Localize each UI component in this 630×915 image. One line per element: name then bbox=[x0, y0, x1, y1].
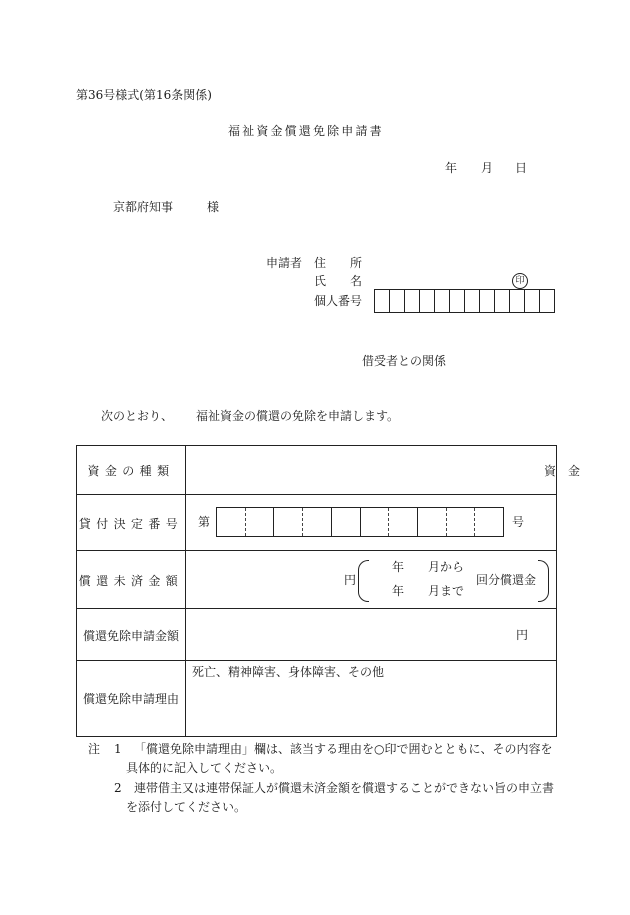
loan-number-label: 貸付決定番号 bbox=[77, 495, 186, 551]
addressee-honorific: 様 bbox=[207, 200, 220, 214]
date-day-label: 日 bbox=[515, 161, 528, 175]
unpaid-amount-row bbox=[77, 550, 556, 609]
note-1-number: 1 bbox=[114, 742, 122, 756]
reason-field[interactable] bbox=[186, 661, 556, 736]
left-bracket bbox=[358, 560, 369, 602]
reason-row bbox=[77, 660, 556, 736]
reason-options: 死亡、精神障害、身体障害、その他 bbox=[192, 665, 385, 679]
note-1-line1: 「償還免除申請理由」欄は、該当する理由を○印で囲むとともに、その内容を bbox=[134, 742, 553, 756]
intro-prefix: 次のとおり、 bbox=[101, 409, 174, 423]
from-month: 月から bbox=[428, 560, 465, 574]
form-number: 第36号様式(第16条関係) bbox=[76, 88, 212, 102]
fund-type-row bbox=[77, 446, 581, 494]
request-amount-field[interactable] bbox=[186, 609, 556, 661]
note-2-line2: を添付してください。 bbox=[126, 800, 247, 814]
to-year: 年 bbox=[392, 584, 405, 598]
intro-text: 福祉資金の償還の免除を申請します。 bbox=[196, 409, 400, 423]
note-2-number: 2 bbox=[114, 781, 122, 795]
applicant-label: 申請者 bbox=[266, 256, 303, 270]
fund-type-suffix: 資 金 bbox=[544, 464, 581, 478]
request-amount-label: 償還免除申請金額 bbox=[77, 609, 186, 661]
fund-type-field[interactable] bbox=[186, 446, 581, 494]
addressee-name: 京都府知事 bbox=[113, 200, 174, 214]
page-title: 福祉資金償還免除申請書 bbox=[228, 124, 384, 138]
installment-label: 回分償還金 bbox=[476, 573, 537, 587]
unpaid-amount-label: 償還未済金額 bbox=[77, 551, 186, 609]
date-month-label: 月 bbox=[481, 161, 494, 175]
seal-mark: 印 bbox=[512, 273, 528, 289]
loan-number-prefix: 第 bbox=[198, 515, 211, 529]
note-2-line1: 連帯借主又は連帯保証人が償還未済金額を償還することができない旨の申立書 bbox=[134, 781, 555, 795]
loan-number-row bbox=[77, 494, 556, 551]
notes-label: 注 bbox=[88, 742, 101, 756]
note-1-line2: 具体的に記入してください。 bbox=[126, 761, 283, 775]
unpaid-amount-field[interactable] bbox=[186, 551, 556, 609]
from-year: 年 bbox=[392, 560, 405, 574]
reason-label: 償還免除申請理由 bbox=[77, 661, 186, 736]
id-number-label: 個人番号 bbox=[314, 294, 363, 308]
id-number-boxes[interactable] bbox=[374, 289, 555, 313]
unpaid-yen: 円 bbox=[344, 573, 357, 587]
loan-number-boxes[interactable] bbox=[216, 507, 504, 537]
request-yen: 円 bbox=[516, 628, 529, 642]
loan-number-field[interactable] bbox=[186, 495, 556, 551]
right-bracket bbox=[538, 560, 549, 602]
loan-number-suffix: 号 bbox=[512, 515, 525, 529]
address-label: 住 所 bbox=[314, 256, 363, 270]
relationship-label: 借受者との関係 bbox=[362, 354, 447, 368]
to-month: 月まで bbox=[428, 584, 465, 598]
request-amount-row bbox=[77, 608, 556, 661]
name-label: 氏 名 bbox=[314, 274, 363, 288]
date-year-label: 年 bbox=[445, 161, 458, 175]
application-table bbox=[76, 445, 581, 737]
fund-type-label: 資金の種類 bbox=[77, 446, 186, 494]
